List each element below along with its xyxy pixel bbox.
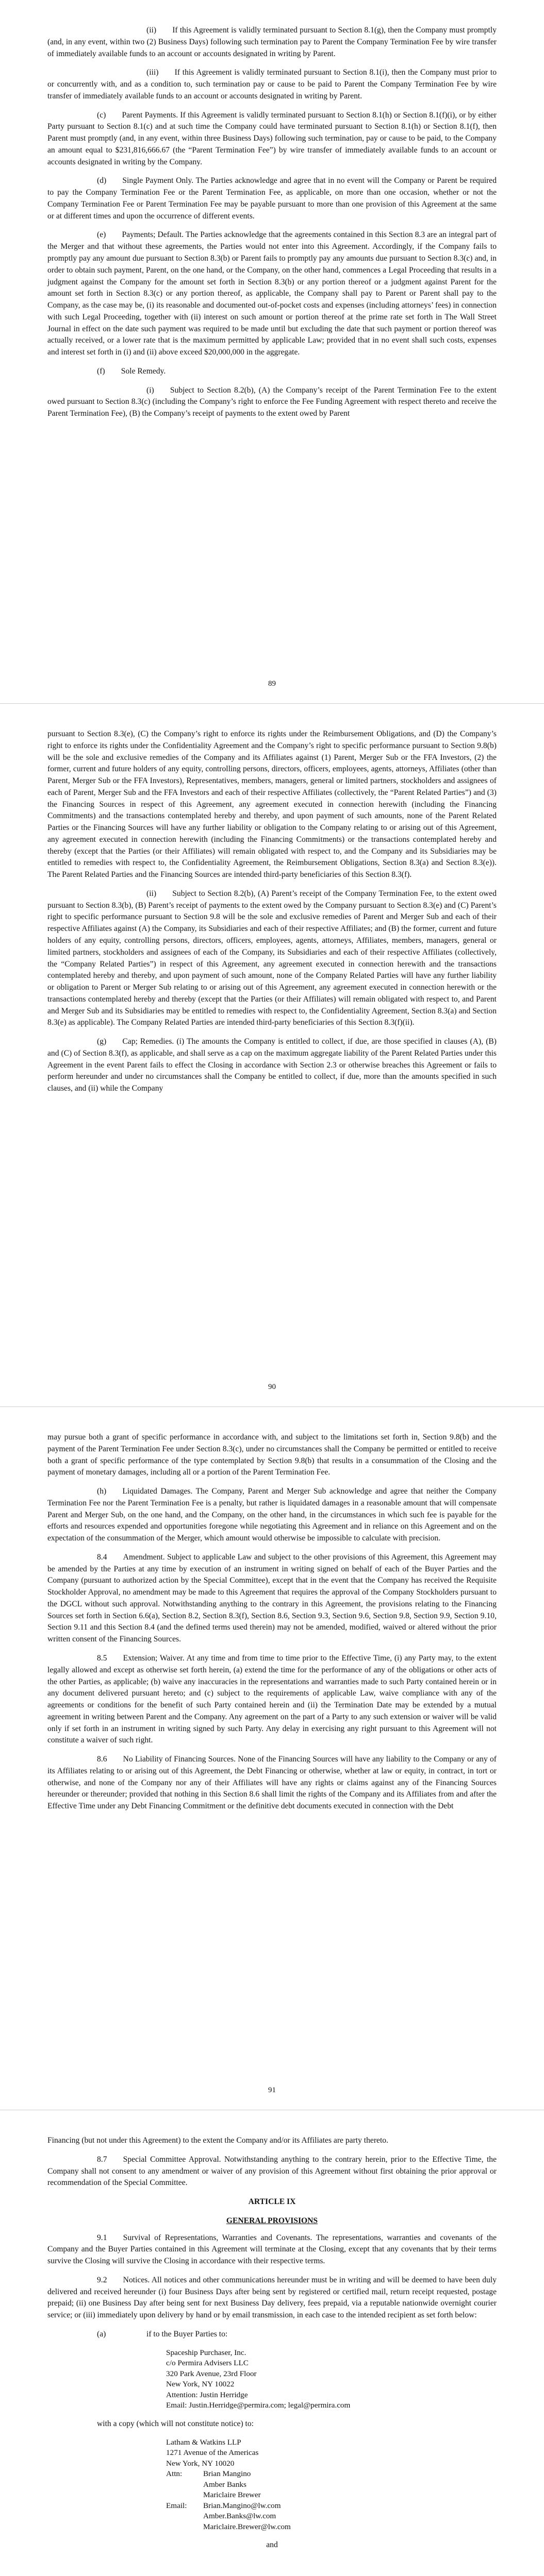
paragraph: pursuant to Section 8.3(e), (C) the Company’s right to enforce its rights under the Reimbursement Obligations, and (D) the Company’s right to enforce its rights under the Confidentiality Agreement and the Company’s right to specific performance pursuant to Section 9.8(b) will be the sole and exclusive remedies of the Company and its Affiliates against (1) Parent, Merger Sub or the FFA Investors, (2) the former, current and future holders of any equity, controlling persons, directors, officers, employees, agents, attorneys, Affiliates (other than Parent, Merger Sub or the FFA Investors), Representatives, members, managers, general or limited partners, stockholders and assignees of each of Parent, Merger Sub and the FFA Investors and each of their respective Affiliates (collectively, the “Parent Related Parties”) and (3) the Financing Sources in respect of this Agreement, any agreement executed in connection herewith (including the Financing Commitments) and the transactions contemplated hereby and thereby, and upon payment of such amounts, none of the Parent Related Parties or the Financing Sources will have any further liability or obligation to the Company relating to or arising out of this Agreement, any agreement executed in connection herewith (including the Financing Commitments) or the transactions contemplated hereby and thereby (except that the Parties (or their Affiliates) will remain obligated with respect to, and the Company and its Subsidiaries may be entitled to remedies with respect to, the Confidentiality Agreement, the Reimbursement Obligations, Section 8.3(a) and Section 8.3(e)). The Parent Related Parties and the Financing Sources are intended third-party beneficiaries of this Section 8.3(f). — [47, 730, 497, 879]
address-line: Spaceship Purchaser, Inc. — [166, 2348, 246, 2357]
paragraph: (f) Sole Remedy. — [97, 366, 166, 376]
attention-label: Attn: — [166, 2469, 183, 2479]
paragraph: 8.7 Special Committee Approval. Notwithstanding anything to the contrary herein, prior to the Effective Time, the Company shall not consent to any amendment or waiver of any provision of this Agreement without first obtaining the prior approval or recommendation of the Special Committee. — [47, 2155, 497, 2188]
article-title: GENERAL PROVISIONS — [226, 2216, 318, 2225]
attention-row — [166, 2469, 497, 2501]
document-page-92 — [0, 2110, 544, 2576]
counsel-address-block — [166, 2437, 497, 2533]
item-label: (a) — [97, 2329, 106, 2338]
address-line: New York, NY 10022 — [166, 2380, 235, 2389]
document-page-89 — [0, 0, 544, 703]
paragraph: (h) Liquidated Damages. The Company, Parent and Merger Sub acknowledge and agree that neither the Company Termination Fee nor the Parent Termination Fee is a penalty, but rather is liquidated damages in a reasonable amount that will compensate Parent and Merger Sub, on the one hand, and the Company, on the other hand, in the circumstances in which such fee is payable for the efforts and resources expended and opportunities foregone while negotiating this Agreement and in reliance on this Agreement and on the expectation of the consummation of the Merger, which amount would otherwise be impossible to calculate with precision. — [47, 1487, 497, 1543]
address-line: 320 Park Avenue, 23rd Floor — [166, 2369, 257, 2378]
paragraph: 9.1 Survival of Representations, Warranties and Covenants. The representations, warranties and covenants of the Company and the Buyer Parties contained in this Agreement will terminate at the Closing, except that any covenants that by their terms survive the Closing will survive the Closing in accordance with their respective terms. — [47, 2233, 497, 2266]
email-label: Email: — [166, 2501, 187, 2510]
paragraph: (d) Single Payment Only. The Parties acknowledge and agree that in no event will the Company or Parent be required to pay the Company Termination Fee or the Parent Termination Fee, as applicable, on more than one occasion, whether or not the Company Termination Fee or Parent Termination Fee may be payable pursuant to more than one provision of this Agreement at the same or at different times and upon the occurrence of different events. — [47, 176, 497, 221]
address-line: c/o Permira Advisers LLC — [166, 2359, 249, 2368]
paragraph: (c) Parent Payments. If this Agreement is validly terminated pursuant to Section 8.1(h) or Section 8.1(f)(i), or by either Party pursuant to Section 8.1(c) and at such time the Company could have terminated pursuant to Section 8.1(h) or Section 8.1(f), then Parent must promptly (and, in any event, within three Business Days) following such termination, pay or cause to be paid, to the Company an amount equal to $231,816,666.67 (the “Parent Termination Fee”) by wire transfer of immediately available funds to an account or accounts designated in writing by the Company. — [47, 110, 497, 166]
address-line: Email: Justin.Herridge@permira.com; legal@permira.com — [166, 2401, 351, 2410]
paragraph: 8.5 Extension; Waiver. At any time and from time to time prior to the Effective Time, (i) any Party may, to the extent legally allowed and except as otherwise set forth herein, (a) extend the time for the performance of any of the obligations or other acts of the other Parties, as applicable; (b) waive any inaccuracies in the representations and warranties made to such Party contained herein or in any document delivered pursuant hereto; and (c) subject to the requirements of applicable Law, waive compliance with any of the agreements or conditions for the benefit of such Party contained herein and (ii) the Termination Date may be extended by a mutual agreement in writing between Parent and the Company. Any agreement on the part of a Party to any such extension or waiver will be valid only if set forth in an instrument in writing signed by such Party. Any delay in exercising any right pursuant to this Agreement will not constitute a waiver of such right. — [47, 1654, 497, 1745]
paragraph: may pursue both a grant of specific performance in accordance with, and subject to the limitations set forth in, Section 9.8(b) and the payment of the Parent Termination Fee under Section 8.3(c), under no circumstances shall the Company be permitted or entitled to receive both a grant of specific performance of the type contemplated by Section 9.8(b) that results in a consummation of the Closing and the payment of monetary damages, including all or a portion of the Parent Termination Fee. — [47, 1433, 497, 1477]
address-line: Attention: Justin Herridge — [166, 2390, 248, 2399]
address-line: New York, NY 10020 — [166, 2459, 235, 2468]
item-text: if to the Buyer Parties to: — [146, 2329, 228, 2338]
paragraph: 8.6 No Liability of Financing Sources. None of the Financing Sources will have any liability to the Company or any of its Affiliates relating to or arising out of this Agreement, the Debt Financing or otherwise, whether at law or equity, in contract, in tort or otherwise, and none of the Company nor any of their Affiliates will have any rights or claims against any of the Financing Sources hereunder or thereunder; provided that nothing in this Section 8.6 shall limit the rights of the Company and its Affiliates from and after the Effective Time under any Debt Financing Commitment or the definitive debt documents executed in connection with the Debt — [47, 1755, 497, 1811]
attention-name: Mariclaire Brewer — [203, 2490, 261, 2500]
and-connector: and — [266, 2540, 278, 2550]
notice-item-a — [97, 2329, 497, 2341]
paragraph: (e) Payments; Default. The Parties acknowledge that the agreements contained in this Section 8.3 are an integral part of the Merger and that without these agreements, the Parties would not enter into this Agreement. Accordingly, if the Company fails to promptly pay any amount due pursuant to Section 8.3(b) or Parent fails to promptly pay any amounts due pursuant to Section 8.3(c) and, in order to obtain such payment, Parent, on the one hand, or the Company, on the other hand, commences a Legal Proceeding that results in a judgment against the Company for the amount set forth in Section 8.3(b) or any portion thereof or a judgment against Parent for the amount set forth in Section 8.3(c) or any portion thereof, as applicable, the Company shall pay to Parent or Parent shall pay to the Company, as the case may be, (i) its reasonable and documented out-of-pocket costs and expenses (including attorneys’ fees) in connection with such Legal Proceeding, together with (ii) interest on such amount or portion thereof at the prime rate set forth in The Wall Street Journal in effect on the date such payment was required to be made until but excluding the date that such payment or portion thereof was actually received, or a lower rate that is the maximum permitted by applicable Law; provided that in no event shall such costs, expenses and interest set forth in (i) and (ii) above exceed $20,000,000 in the aggregate. — [47, 230, 497, 357]
paragraph: (i) Subject to Section 8.2(b), (A) the Company’s receipt of the Parent Termination Fee to the extent owed pursuant to Section 8.3(c) (including the Company’s right to enforce the Fee Funding Agreement with respect thereto and receive the Parent Termination Fee), (B) the Company’s receipt of payments to the extent owed by Parent — [47, 385, 497, 418]
address-line: Latham & Watkins LLP — [166, 2437, 241, 2447]
page-number: 90 — [268, 1383, 276, 1392]
document-page-90 — [0, 703, 544, 1406]
page-number: 89 — [268, 680, 276, 688]
email-address[interactable]: Mariclaire.Brewer@lw.com — [203, 2522, 291, 2531]
article-heading: ARTICLE IX — [248, 2197, 296, 2207]
address-line: 1271 Avenue of the Americas — [166, 2448, 259, 2458]
buyer-address-block — [166, 2348, 497, 2411]
attention-name: Amber Banks — [203, 2480, 246, 2489]
paragraph: 9.2 Notices. All notices and other communications hereunder must be in writing and will be deemed to have been duly delivered and received hereunder (i) four Business Days after being sent by registered or certified mail, return receipt requested, postage prepaid; (ii) one Business Day after being sent for next Business Day delivery, fees prepaid, via a reputable nationwide overnight courier service; or (iii) immediately upon delivery by hand or by email transmission, in each case to the intended recipient as set forth below: — [47, 2275, 497, 2320]
email-row — [166, 2501, 497, 2533]
paragraph: (ii) If this Agreement is validly terminated pursuant to Section 8.1(g), then the Company must promptly (and, in any event, within two (2) Business Days) following such termination pay to Parent the Company Termination Fee by wire transfer of immediately available funds to an account or accounts designated in writing by Parent. — [47, 26, 497, 58]
document-page-91 — [0, 1406, 544, 2110]
email-address[interactable]: Amber.Banks@lw.com — [203, 2512, 276, 2521]
paragraph: (g) Cap; Remedies. (i) The amounts the Company is entitled to collect, if due, are those specified in clauses (A), (B) and (C) of Section 8.3(f), as applicable, and shall serve as a cap on the maximum aggregate liability of the Parent Related Parties under this Agreement in the event Parent fails to effect the Closing in accordance with Section 2.3 or otherwise breaches this Agreement or fails to perform hereunder and under no circumstances shall the Company be entitled to collect, if due, more than the amounts specified in such clauses, and (ii) while the Company — [47, 1037, 497, 1093]
copy-notice-line: with a copy (which will not constitute notice) to: — [97, 2419, 254, 2428]
paragraph: (iii) If this Agreement is validly terminated pursuant to Section 8.1(i), then the Company must prior to or concurrently with, and as a condition to, such termination pay or cause to be paid to Parent the Company Termination Fee by wire transfer of immediately available funds to an account or accounts designated in writing by Parent. — [47, 68, 497, 100]
email-address[interactable]: Brian.Mangino@lw.com — [203, 2501, 281, 2510]
paragraph: Financing (but not under this Agreement) to the extent the Company and/or its Affiliates are party thereto. — [47, 2136, 388, 2145]
paragraph: (ii) Subject to Section 8.2(b), (A) Parent’s receipt of the Company Termination Fee, to the extent owed pursuant to Section 8.3(b), (B) Parent’s receipt of payments to the extent owed by the Company pursuant to Section 8.3(e) and (C) Parent’s right to specific performance pursuant to Section 9.8 will be the sole and exclusive remedies of Parent and Merger Sub and each of their respective Affiliates against (A) the Company, its Subsidiaries and each of their respective Affiliates; and (B) the former, current and future holders of any equity, controlling persons, directors, officers, employees, agents, attorneys, Affiliates, members, managers, general or limited partners, stockholders and assignees of each of the Company, its Subsidiaries and each of their respective Affiliates (collectively, the “Company Related Parties”) in respect of this Agreement, any agreement executed in connection herewith and the transactions contemplated hereby and thereby, and upon payment of such amount, none of the Company Related Parties will have any further liability or obligation to Parent or Merger Sub relating to or arising out of this Agreement, any agreement executed in connection herewith or the transactions contemplated hereby and thereby (except that the Parties (or their Affiliates) will remain obligated with respect to, and Parent and Merger Sub and its Subsidiaries may be entitled to remedies with respect to, the Confidentiality Agreement, Section 8.3(a) and Section 8.3(e) as applicable). The Company Related Parties are intended third-party beneficiaries of this Section 8.3(f)(ii). — [47, 889, 497, 1027]
page-number: 91 — [268, 2086, 276, 2095]
paragraph: 8.4 Amendment. Subject to applicable Law and subject to the other provisions of this Agreement, this Agreement may be amended by the Parties at any time by execution of an instrument in writing signed on behalf of each of the Buyer Parties and the Company (pursuant to authorized action by the Special Committee), except that in the event that the Company has received the Requisite Stockholder Approval, no amendment may be made to this Agreement that requires the approval of the Company Stockholders pursuant to the DGCL without such approval. Notwithstanding anything to the contrary in this Agreement, the provisions relating to the Financing Sources set forth in Section 6.6(a), Section 8.2, Section 8.3(f), Section 8.6, Section 9.3, Section 9.6, Section 9.8, Section 9.9, Section 9.10, Section 9.11 and this Section 8.4 (and the defined terms used therein) may not be amended, modified, waived or altered without the prior written consent of the Financing Sources. — [47, 1552, 497, 1644]
attention-name: Brian Mangino — [203, 2469, 251, 2479]
